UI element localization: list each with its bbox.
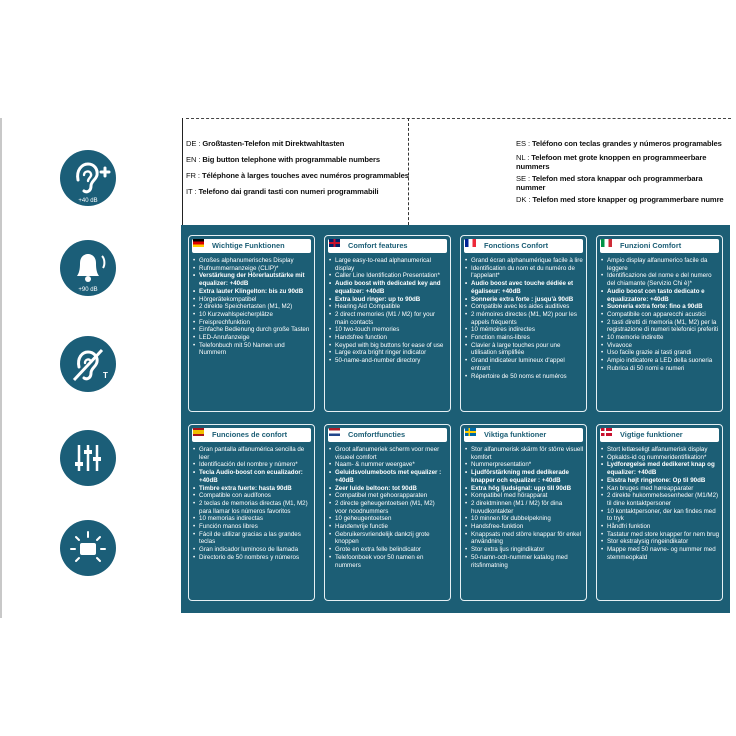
feature-card-it [596,235,723,412]
feature-item: • Zeer luide beltoon: tot 90dB [329,485,448,493]
feature-item: • Répertoire de 50 noms et numéros [465,373,584,381]
feature-item: • Geluidsvolumeboots met equalizer : +40dB [329,469,448,484]
lang-dk-row [516,195,724,204]
features-panel [181,225,730,613]
feature-item: • 50-name-and-number directory [329,357,448,365]
feature-item: • Extra loud ringer: up to 90dB [329,296,448,304]
feature-item: • Uso facile grazie ai tasti grandi [601,349,720,357]
equalizer-icon [60,430,116,486]
feature-item: • 10 kontaktpersoner, der kan findes med to tryk [601,508,720,523]
feature-item: • Einfache Bedienung durch große Tasten [193,326,312,334]
flag-de-icon [193,239,204,247]
feature-item: • Suoneria extra forte: fino a 90dB [601,303,720,311]
feature-item: • Hörgerätekompatibel [193,296,312,304]
feature-list [601,257,720,373]
feature-item: • 10 memorie indirette [601,334,720,342]
feature-item: • 10 Kurzwahlspeicherplätze [193,311,312,319]
flag-fr-icon [465,239,476,247]
header-left-divider [182,118,183,228]
feature-item: • 2 direkte Speichertasten (M1, M2) [193,303,312,311]
lang-en-row [186,155,380,164]
feature-item: • Ekstra højt ringetone: Op til 90dB [601,477,720,485]
feature-item: • Handsfree-funktion [465,523,584,531]
feature-item: • 2 tasti diretti di memoria (M1, M2) per la registrazione di numeri telefonici preferiti [601,319,720,334]
ear-icon-caption: +40 dB [78,198,98,204]
feature-item: • Ampio display alfanumerico facile da leggere [601,257,720,272]
feature-item: • Identificación del nombre y número* [193,461,312,469]
feature-item: • Stor ekstralysig ringeindikator [601,538,720,546]
card-title: Vigtige funktioner [600,428,719,442]
feature-item: • Audio boost avec touche dédiée et égaliseur: +40dB [465,280,584,295]
feature-card-es [188,424,315,601]
lang-it-row [186,187,379,196]
feature-item: • 10 memorias indirectas [193,515,312,523]
feature-item: • Lydforøgelse med dedikeret knap og equalizer: +40dB [601,461,720,476]
lang-code: FR : [186,171,200,180]
feature-item: • Håndfri funktion [601,523,720,531]
flag-nl-icon [329,428,340,436]
feature-item: • Large easy-to-read alphanumerical display [329,257,448,272]
language-descriptions [186,125,731,225]
feature-item: • Stort letlæseligt alfanumerisk display [601,446,720,454]
feature-item: • Audio boost with dedicated key and equalizer: +40dB [329,280,448,295]
feature-item: • 10 minnen för dubbelpekning [465,515,584,523]
card-title: Comfort features [328,239,447,253]
lang-nl-row [516,153,721,171]
feature-item: • Gran indicador luminoso de llamada [193,546,312,554]
feature-item: • Rubrica di 50 nomi e numeri [601,365,720,373]
feature-item: • 10 mémoires indirectes [465,326,584,334]
lang-fr-row [186,171,409,180]
feature-item: • Stor extra ljus ringindikator [465,546,584,554]
feature-item: • Identificazione del nome e del numero del chiamante (Servizio Chi è)* [601,272,720,287]
feature-card-nl [324,424,451,601]
flag-dk-icon [601,428,612,436]
feature-card-se [460,424,587,601]
feature-item: • Sonnerie extra forte : jusqu'à 90dB [465,296,584,304]
feature-item: • Handsfree function [329,334,448,342]
lang-text: Teléfono con teclas grandes y números programables [531,139,722,148]
feature-item: • 50-namn-och-nummer katalog med ritsfinmatning [465,554,584,569]
lang-code: IT : [186,187,197,196]
feature-item: • Ljudförstärkning med dedikerade knapper och equalizer : +40dB [465,469,584,484]
feature-item: • Fonction mains-libres [465,334,584,342]
feature-item: • Keyped with big buttons for ease of use [329,342,448,350]
feature-card-dk [596,424,723,601]
lang-code: ES : [516,139,530,148]
feature-item: • Compatibile con apparecchi acustici [601,311,720,319]
feature-item: • Gebruikersvriendelijk dankzij grote knoppen [329,531,448,546]
feature-item: • 2 direkte hukommelsesenheder (M1/M2) til dine kontaktpersoner [601,492,720,507]
lang-code: SE : [516,174,530,183]
feature-item: • Grote en extra felle belindicator [329,546,448,554]
feature-item: • Groot alfanumeriek scherm voor meer visueel comfort [329,446,448,461]
card-title: Funciones de confort [192,428,311,442]
feature-item: • Caller Line Identification Presentation* [329,272,448,280]
lang-text: Big button telephone with programmable numbers [202,155,381,164]
bell-icon [60,240,116,296]
feature-item: • 2 teclas de memorias directas (M1, M2) para llamar los números favoritos [193,500,312,515]
feature-item: • Timbre extra fuerte: hasta 90dB [193,485,312,493]
ear-plus-icon [60,150,116,206]
feature-list [329,257,448,365]
feature-item: • Kan bruges med høreapparater [601,485,720,493]
feature-item: • LED-Anrufanzeige [193,334,312,342]
feature-item: • Grand indicateur lumineux d'appel entrant [465,357,584,372]
feature-list [601,446,720,562]
feature-item: • 2 directe geheugentoetsen (M1, M2) voor noodnummers [329,500,448,515]
feature-item: • Identification du nom et du numéro de l'appelant* [465,265,584,280]
lang-text: Telefoon met grote knoppen en programmeerbare nummers [516,153,707,171]
feature-item: • Ampio indicatore a LED della suoneria [601,357,720,365]
feature-item: • Tastatur med store knapper for nem brug [601,531,720,539]
feature-list [465,257,584,380]
flag-es-icon [193,428,204,436]
left-border-rule [0,118,2,618]
lang-text: Großtasten-Telefon mit Direktwahltasten [202,139,345,148]
bell-icon-caption: +90 dB [78,287,98,293]
feature-item: • Compatible avec les aides auditives [465,303,584,311]
feature-list [193,257,312,357]
feature-item: • Telefonbuch mit 50 Namen und Nummern [193,342,312,357]
lang-text: Telefono dai grandi tasti con numeri programmabili [198,187,379,196]
feature-item: • Kompatibel med hörapparat [465,492,584,500]
feature-item: • Fácil de utilizar gracias a las grandes teclas [193,531,312,546]
feature-item: • Tecla Audio-boost con ecualizador: +40dB [193,469,312,484]
feature-item: • Clavier à large touches pour une utilisation simplifiée [465,342,584,357]
lang-code: NL : [516,153,530,162]
feature-item: • Rufnummernanzeige (CLIP)* [193,265,312,273]
feature-card-fr [460,235,587,412]
feature-card-en [324,235,451,412]
feature-item: • 10 geheugentoetsen [329,515,448,523]
feature-item: • Opkalds-id og nummeridentifikation* [601,454,720,462]
feature-item: • Large extra bright ringer indicator [329,349,448,357]
feature-item: • Gran pantalla alfanumérica sencilla de leer [193,446,312,461]
feature-item: • Función manos libres [193,523,312,531]
feature-item: • Telefoonboek voor 50 namen en nummers [329,554,448,569]
flag-it-icon [601,239,612,247]
feature-item: • Naam- & nummer weergave* [329,461,448,469]
feature-item: • Extra hög ljudsignal: upp till 90dB [465,485,584,493]
card-title: Viktiga funktioner [464,428,583,442]
feature-item: • Nummerpresentation* [465,461,584,469]
lang-text: Telefon med stora knappar och programmerbara nummer [516,174,703,192]
lang-code: EN : [186,155,201,164]
feature-item: • Audio boost con tasto dedicato e equalizzatore: +40dB [601,288,720,303]
lang-de-row [186,139,344,148]
feature-card-de [188,235,315,412]
lang-es-row [516,139,722,148]
feature-item: • 2 direct memories (M1 / M2) for your main contacts [329,311,448,326]
lang-code: DE : [186,139,201,148]
light-icon [60,520,116,576]
header-top-dashes [186,118,731,119]
card-title: Comfortfuncties [328,428,447,442]
lang-text: Telefon med store knapper og programmerbare numre [532,195,724,204]
hearing-aid-icon [60,336,116,392]
feature-item: • Freisprechfunktion [193,319,312,327]
feature-item: • Compatibel met gehoorapparaten [329,492,448,500]
feature-item: • Hearing Aid Compatible [329,303,448,311]
flag-en-icon [329,239,340,247]
feature-item: • Handenvrije functie [329,523,448,531]
feature-item: • Mappe med 50 navne- og nummer med stemmeopkald [601,546,720,561]
feature-item: • Extra lauter Klingelton: bis zu 90dB [193,288,312,296]
card-title: Wichtige Funktionen [192,239,311,253]
feature-item: • 10 two-touch memories [329,326,448,334]
card-title: Funzioni Comfort [600,239,719,253]
feature-list [193,446,312,562]
feature-item: • Großes alphanumerisches Display [193,257,312,265]
lang-code: DK : [516,195,531,204]
feature-list [465,446,584,569]
feature-item: • Grand écran alphanumérique facile à lire [465,257,584,265]
feature-list [329,446,448,569]
feature-item: • 2 mémoires directes (M1, M2) pour les appels fréquents [465,311,584,326]
feature-item: • Stor alfanumerisk skärm för större visuell komfort [465,446,584,461]
feature-item: • Verstärkung der Hörerlautstärke mit equalizer: +40dB [193,272,312,287]
feature-item: • Vivavoce [601,342,720,350]
feature-item: • Directorio de 50 nombres y números [193,554,312,562]
card-title: Fonctions Confort [464,239,583,253]
lang-se-row [516,174,721,192]
lang-text: Téléphone à larges touches avec numéros programmables [201,171,409,180]
svg-text:T: T [103,371,108,380]
feature-item: • 2 direktminnen (M1 / M2) för dina huvudkontakter [465,500,584,515]
flag-se-icon [465,428,476,436]
feature-item: • Compatible con audífonos [193,492,312,500]
feature-item: • Knappsats med större knappar för enkel användning [465,531,584,546]
